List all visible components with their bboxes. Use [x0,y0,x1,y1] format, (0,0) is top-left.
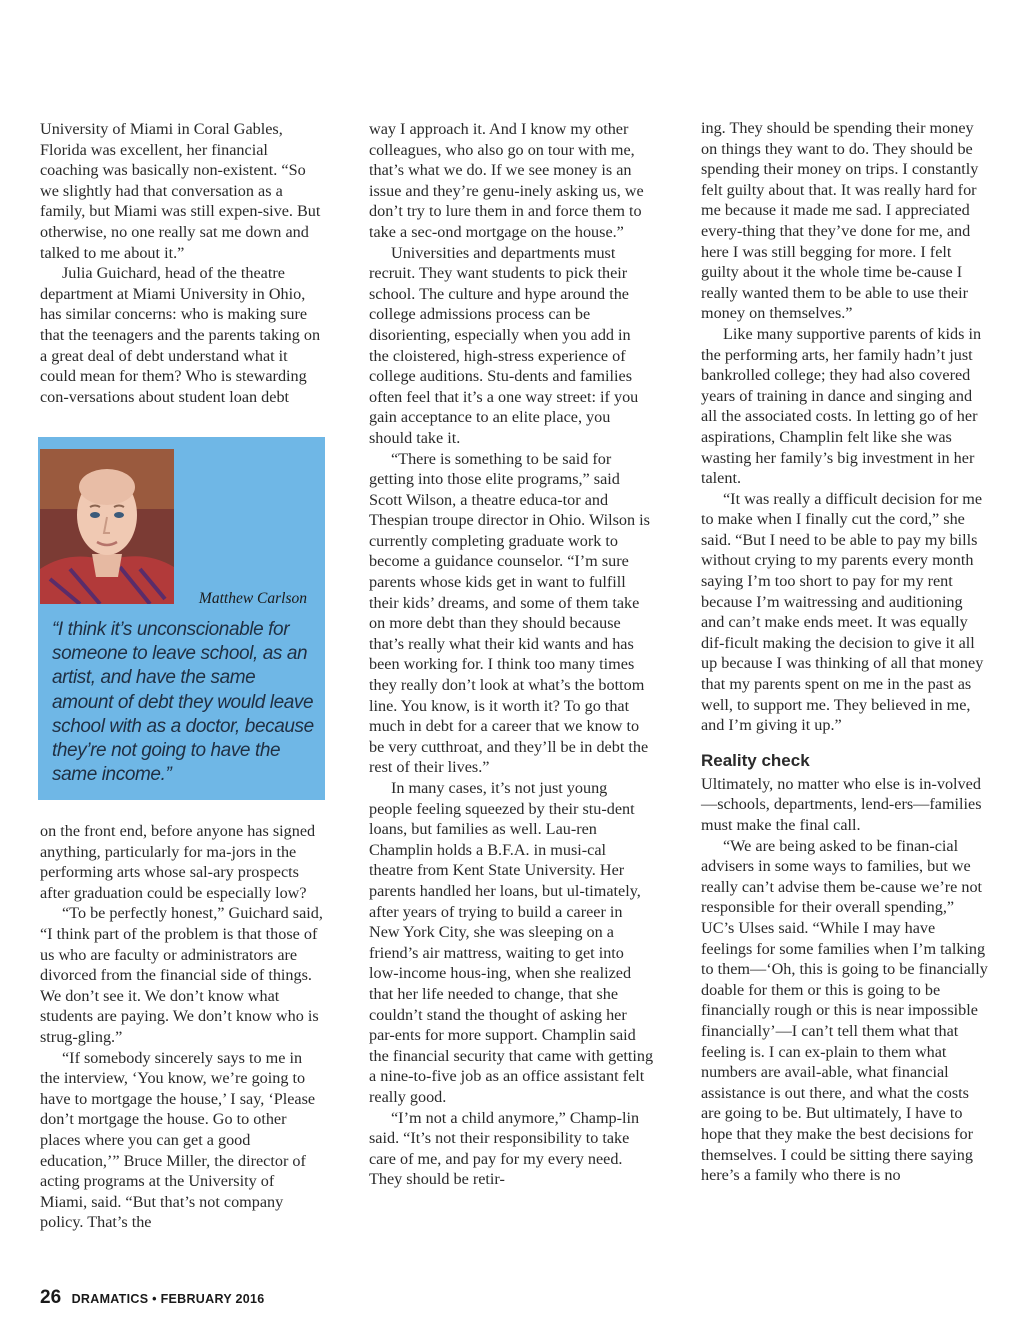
portrait-illustration [40,449,174,604]
page-number: 26 [40,1287,62,1308]
paragraph: Ultimately, no matter who else is in-volved—schools, departments, lend-ers—families must make the final call. [701,774,982,834]
paragraph: “I’m not a child anymore,” Champ-lin said. “It’s not their responsibility to take care of me, and pay for my every need. They should be retir- [369,1108,640,1189]
column-2 [369,119,654,1190]
paragraph: Julia Guichard, head of the theatre department at Miami University in Ohio, has similar concerns: who is making sure that the teenagers and the parents taking on a great deal of debt understand what it could mean for them? Who is stewarding con-versations about student loan debt [40,264,321,406]
paragraph: “If somebody sincerely says to me in the interview, ‘You know, we’re going to have to mortgage the house,’ I say, ‘Please don’t mortgage the house. Go to other places where you can get a good education,’” Bruce Miller, the director of acting programs at the University of Miami, said. “But that’s not company policy. That’s the [40,1048,316,1232]
paragraph: University of Miami in Coral Gables, Florida was excellent, her financial coaching was basically non-existent. “So we slightly had that conversation as a family, but Miami was still expen-sive. But otherwise, no one really sat me down and talked to me about it.” [40,120,321,262]
paragraph: “We are being asked to be finan-cial advisers in some ways to families, but we really can’t advise them be-cause we’re not responsible for their overall spending,” UC’s Ulses said. “While I may have feelings for some families when I’m talking to them—‘Oh, this is going to be financially doable for them or this is going to be financially rough or this is near impossible financially’—I can’t tell them what that feeling is. I can ex-plain to them what numbers are avail-able, what financial assistance is out there, and what the costs are going to be. But ultimately, I have to hope that they make the best decisions for themselves. I could be sitting there saying here’s a family who there is no [701,836,988,1185]
paragraph: Universities and departments must recruit. They want students to pick their school. The culture and hype around the college admissions process can be disorienting, especially when you add in the cloistered, high-stress experience of college auditions. Stu-dents and families often feel that it’s a one way street: if you gain acceptance to an elite place, you should take it. [369,243,639,447]
pull-quote-box [38,437,325,800]
paragraph: on the front end, before anyone has signed anything, particularly for ma-jors in the performing arts whose sal-ary prospects after graduation could be especially low? [40,822,316,902]
paragraph: “To be perfectly honest,” Guichard said, “I think part of the problem is that those of us who are faculty or administrators are divorced from the financial side of things. We don’t see it. We don’t know what students are paying. We don’t know who is strug-gling.” [40,904,323,1046]
column-1-bottom [40,821,325,1233]
portrait-photo [40,449,174,604]
column-1-top [40,119,325,407]
paragraph: “There is something to be said for getting into those elite programs,” said Scott Wilson, a theatre educa-tor and Thespian troupe director in Ohio. Wilson is currently completing graduate work to become a guidance counselor. “I’m sure parents whose kids get in want to fulfill their kids’ dreams, and some of them take on more debt than they should because that’s really what their kid wants and has been working for. I think too many times they really don’t look at what’s the bottom line. You know, is it worth it? To go that much in debt for a career that we know to be very cutthroat, and they’ll be in debt the rest of their lives.” [369,449,650,777]
column-3 [701,118,989,1186]
magazine-issue: DRAMATICS • FEBRUARY 2016 [71,1292,265,1306]
paragraph: ing. They should be spending their money on things they want to do. They should be spending their money on trips. I constantly felt guilty about that. It was really hard for me because it made me sad. I appreciated every-thing that they’ve done for me, and here I was still begging for more. I felt guilty about it the whole time be-cause I really wanted them to be able to use their money on themselves.” [701,119,979,323]
paragraph: Like many supportive parents of kids in the performing arts, her family hadn’t just bankrolled college; they had also covered years of training in dance and singing and all the associated costs. In letting go of her aspirations, Champlin felt like she was wasting her family’s big investment in her talent. [701,324,982,488]
paragraph: “It was really a difficult decision for me to make when I finally cut the cord,” she said. “But I need to be able to pay my bills without crying to my parents every month saying I’m too short to pay for my rent because I’m waitressing and auditioning and can’t make ends meet. It was equally dif-ficult making the decision to give it all up because I was thinking of all that money that my parents spent on me in the past as well, to support me. They believed in me, and I’m giving it up.” [701,489,984,735]
pull-quote: “I think it’s unconscionable for someone to leave school, as an artist, and have the same amount of debt they would leave school with as a doctor, because they’re not going to have the same income.” [52,619,314,786]
photo-caption: Matthew Carlson [198,590,307,607]
section-heading: Reality check [701,750,810,770]
paragraph: In many cases, it’s not just young people feeling squeezed by their stu-dent loans, but families as well. Lau-ren Champlin holds a B.F.A. in musi-cal theatre from Kent State University. Her parents handled her loans, but ul-timately, after years of trying to build a career in New York City, she was sleeping on a friend’s air mattress, waiting to get into low-income hous-ing, when she realized that her life needed to change, that she couldn’t stand the thought of asking her par-ents for more support. Champlin said the financial security that came with getting a nine-to-five job as an office assistant felt really good. [369,779,654,1106]
page-footer [40,1287,265,1309]
paragraph: way I approach it. And I know my other colleagues, who also go on tour with me, that’s what we do. If we see money is an issue and they’re genu-inely asking us, we don’t try to lure them in and force them to take a sec-ond mortgage on the house.” [369,120,644,241]
